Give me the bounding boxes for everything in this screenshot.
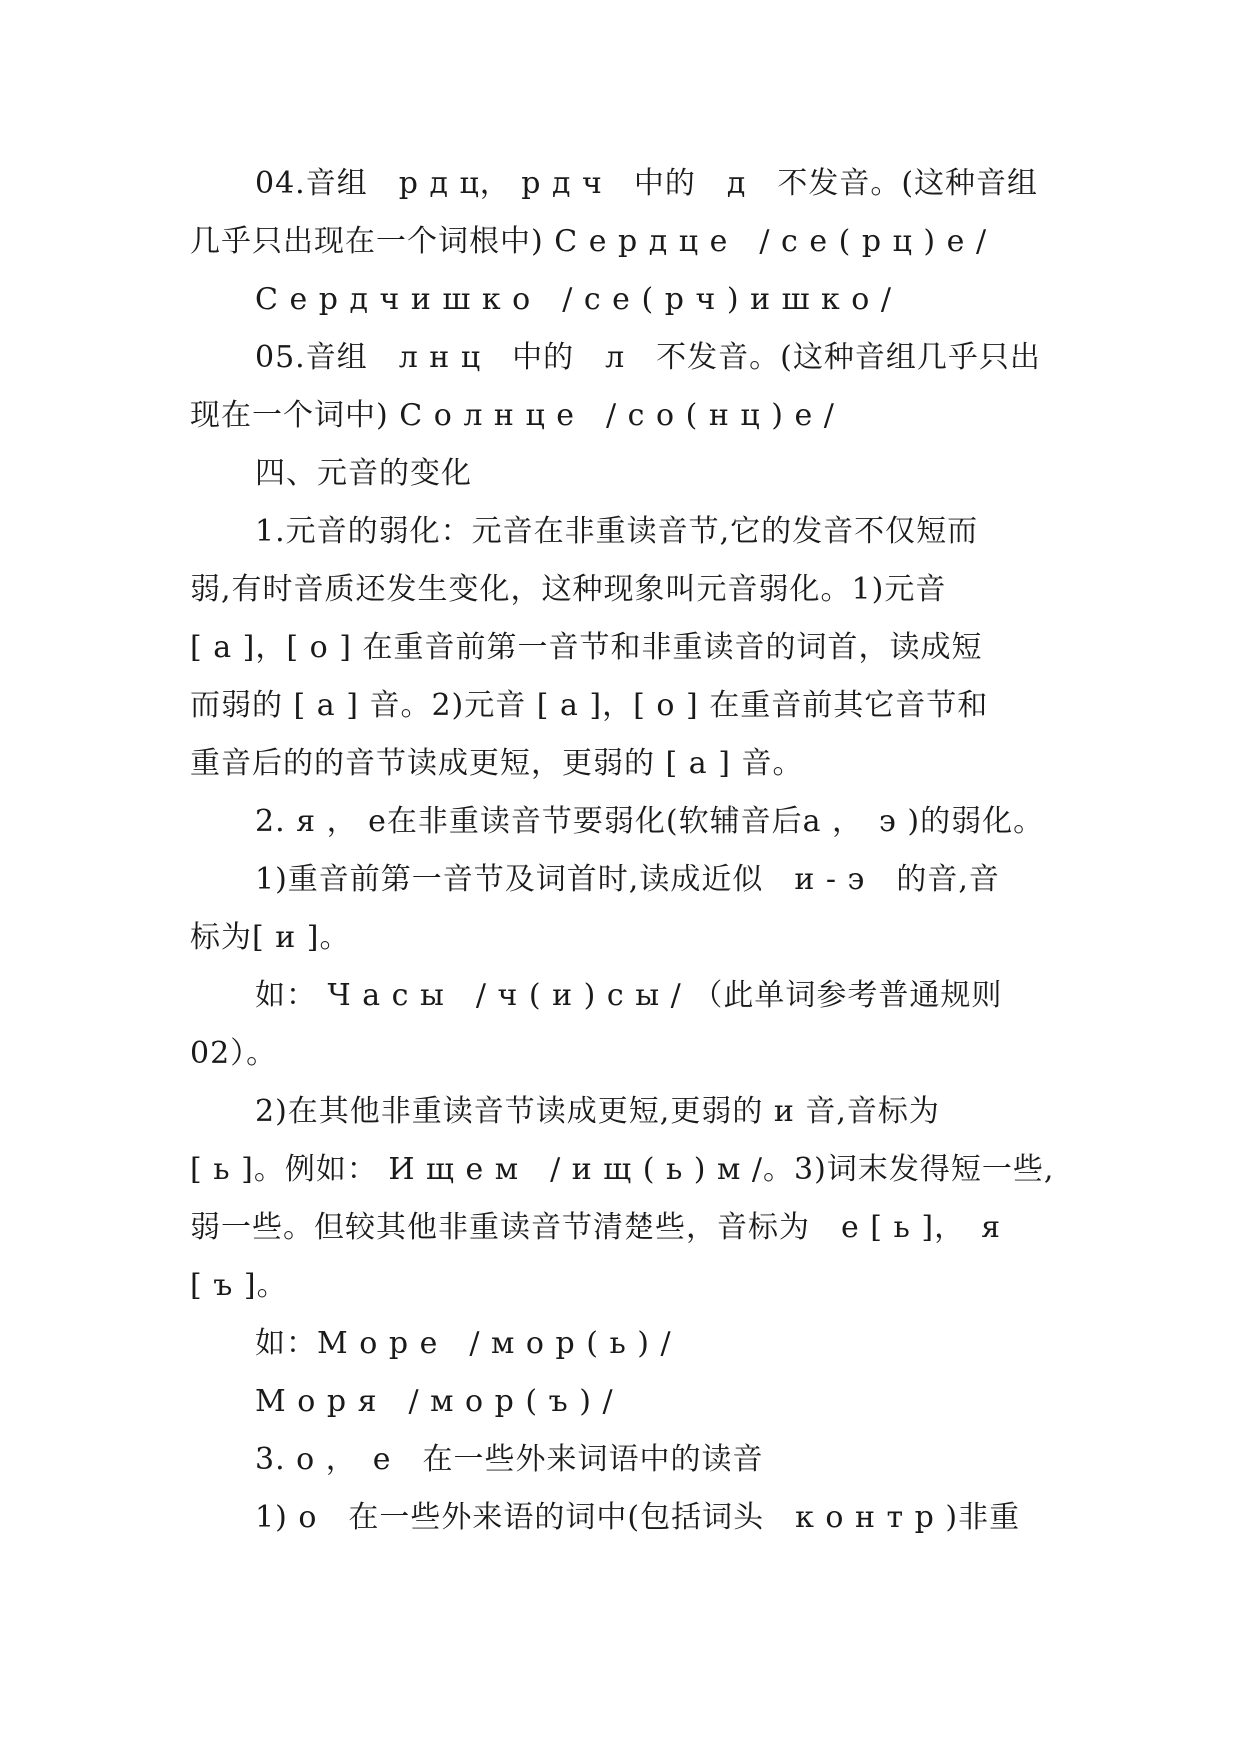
text-line: 3. о ， е 在一些外来词语中的读音 [255, 1442, 764, 1477]
text-line: [ ъ ]。 [190, 1268, 288, 1303]
section-heading: 四、元音的变化 [255, 456, 472, 491]
text-line: [ а ]，[ о ] 在重音前第一音节和非重读音的词首，读成短 [190, 630, 983, 665]
text-line: 02）。 [190, 1036, 278, 1071]
text-line: М о р я / м о р ( ъ ) / [255, 1384, 614, 1419]
text-line: 1) о 在一些外来语的词中(包括词头 к о н т р )非重 [255, 1500, 1021, 1535]
text-line: 而弱的 [ а ] 音。2)元音 [ а ]，[ о ] 在重音前其它音节和 [190, 688, 989, 723]
text-line: 1)重音前第一音节及词首时,读成近似 и - э 的音,音 [255, 862, 1000, 897]
text-line: 如： Ч а с ы / ч ( и ) с ы / （此单词参考普通规则 [255, 978, 1003, 1013]
text-line: 04.音组 р д ц， р д ч 中的 д 不发音。(这种音组 [255, 166, 1039, 201]
text-line: 05.音组 л н ц 中的 л 不发音。(这种音组几乎只出 [255, 340, 1041, 375]
text-line: 如：М о р е / м о р ( ь ) / [255, 1326, 672, 1361]
text-line: 弱,有时音质还发生变化，这种现象叫元音弱化。1)元音 [190, 572, 947, 607]
text-line: 2)在其他非重读音节读成更短,更弱的 и 音,音标为 [255, 1094, 940, 1129]
text-line: 重音后的的音节读成更短，更弱的 [ а ] 音。 [190, 746, 804, 781]
text-line: 现在一个词中) С о л н ц е / с о ( н ц ) е / [190, 398, 835, 433]
text-line: С е р д ч и ш к о / с е ( р ч ) и ш к о / [255, 282, 893, 317]
text-line: 几乎只出现在一个词根中) С е р д ц е / с е ( р ц ) е / [190, 224, 988, 259]
text-line: 弱一些。但较其他非重读音节清楚些，音标为 е [ ь ]， я [190, 1210, 1002, 1245]
text-line: 标为[ и ]。 [190, 920, 351, 955]
text-line: 2. я ， е在非重读音节要弱化(软辅音后а ， э )的弱化。 [255, 804, 1045, 839]
text-line: [ ь ]。例如： И щ е м / и щ ( ь ) м /。3)词末发得短一些, [190, 1152, 1055, 1187]
text-line: 1.元音的弱化：元音在非重读音节,它的发音不仅短而 [255, 514, 979, 549]
